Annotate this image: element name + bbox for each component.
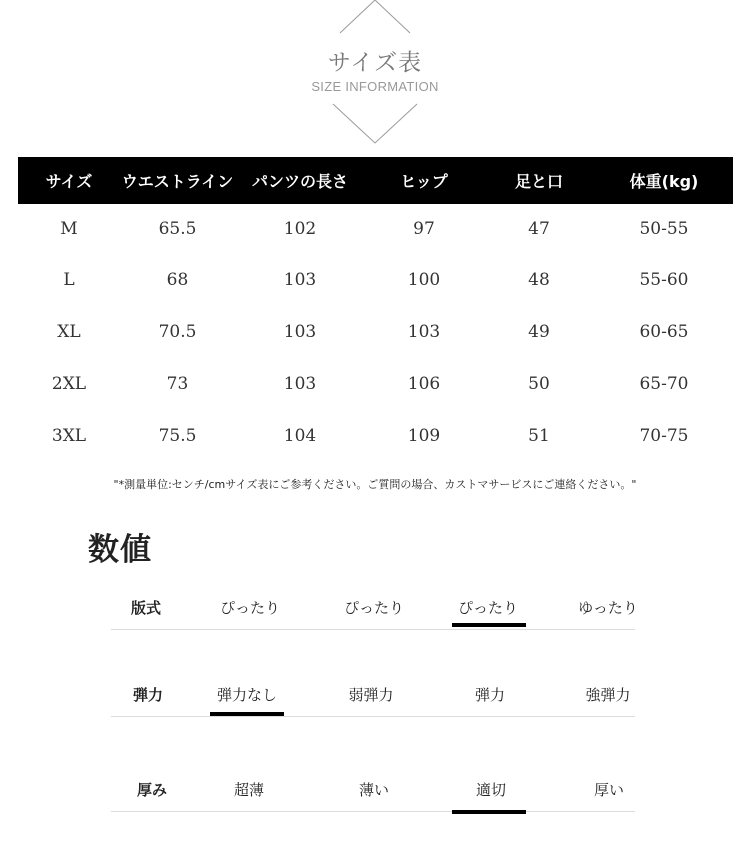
rating-option: 弾力 <box>474 686 505 704</box>
selected-indicator <box>452 810 526 814</box>
table-cell: 49 <box>528 322 550 342</box>
table-cell: 109 <box>407 426 441 446</box>
table-row <box>18 358 733 410</box>
table-cell: 103 <box>283 322 317 342</box>
table-cell: 73 <box>166 374 189 394</box>
size-info-header <box>0 0 750 150</box>
column-header: 体重(kg) <box>595 157 733 204</box>
table-row <box>18 306 733 358</box>
table-cell: 103 <box>283 270 317 290</box>
rating-option: 厚い <box>593 781 624 799</box>
rating-option: 強弾力 <box>585 686 631 704</box>
rating-option: 適切 <box>475 781 506 799</box>
table-row <box>18 254 733 306</box>
table-row <box>18 410 733 462</box>
table-cell: 106 <box>407 374 441 394</box>
table-cell: 2XL <box>51 374 87 394</box>
table-cell: 103 <box>407 322 441 342</box>
values-heading: 数値 <box>88 532 152 568</box>
column-header: パンツの長さ <box>235 157 365 204</box>
rating-option: 薄い <box>358 781 389 799</box>
rating-label: 弾力 <box>132 686 163 704</box>
table-cell: L <box>63 270 75 290</box>
column-header: 足と口 <box>483 157 595 204</box>
rating-label: 厚み <box>136 781 167 799</box>
table-cell: 48 <box>528 270 550 290</box>
table-cell: 65-70 <box>639 374 689 394</box>
rating-option: ぴったり <box>343 599 404 617</box>
table-cell: XL <box>57 322 81 342</box>
table-cell: 70.5 <box>158 322 197 342</box>
rating-label: 版式 <box>130 599 161 617</box>
selected-indicator <box>452 623 526 627</box>
rating-option: 弾力なし <box>216 686 277 704</box>
table-header-row <box>18 157 733 204</box>
page-subtitle: SIZE INFORMATION <box>311 79 439 94</box>
table-cell: M <box>60 219 78 239</box>
table-row <box>18 204 733 254</box>
measurement-note: "*測量単位:センチ/cmサイズ表にご参考ください。ご質問の場合、カストマサービスにご連絡ください。" <box>113 478 637 491</box>
rating-row-fit <box>111 597 638 630</box>
size-table <box>18 157 733 462</box>
table-cell: 51 <box>528 426 550 446</box>
rating-option: 超薄 <box>233 781 264 799</box>
table-cell: 3XL <box>51 426 87 446</box>
rating-row-thickness <box>111 779 635 812</box>
rating-option: ぴったり <box>219 599 280 617</box>
rating-option: ゆったり <box>578 599 638 617</box>
table-cell: 97 <box>413 219 435 239</box>
rating-option: 弱弾力 <box>348 686 394 704</box>
table-cell: 75.5 <box>158 426 197 446</box>
table-cell: 102 <box>283 219 317 239</box>
table-cell: 103 <box>283 374 317 394</box>
table-cell: 68 <box>166 270 189 290</box>
column-header: ウエストライン <box>120 157 235 204</box>
table-cell: 104 <box>283 426 317 446</box>
table-cell: 65.5 <box>158 219 197 239</box>
rating-option: ぴったり <box>457 599 518 617</box>
table-cell: 50-55 <box>639 219 689 239</box>
column-header: サイズ <box>18 157 120 204</box>
selected-indicator <box>210 712 284 716</box>
column-header: ヒップ <box>365 157 483 204</box>
table-cell: 100 <box>407 270 441 290</box>
table-cell: 50 <box>528 374 550 394</box>
table-cell: 70-75 <box>639 426 689 446</box>
table-cell: 47 <box>528 219 550 239</box>
rating-row-elasticity <box>111 684 635 717</box>
page-title: サイズ表 <box>327 50 423 76</box>
table-cell: 60-65 <box>639 322 689 342</box>
table-cell: 55-60 <box>639 270 689 290</box>
